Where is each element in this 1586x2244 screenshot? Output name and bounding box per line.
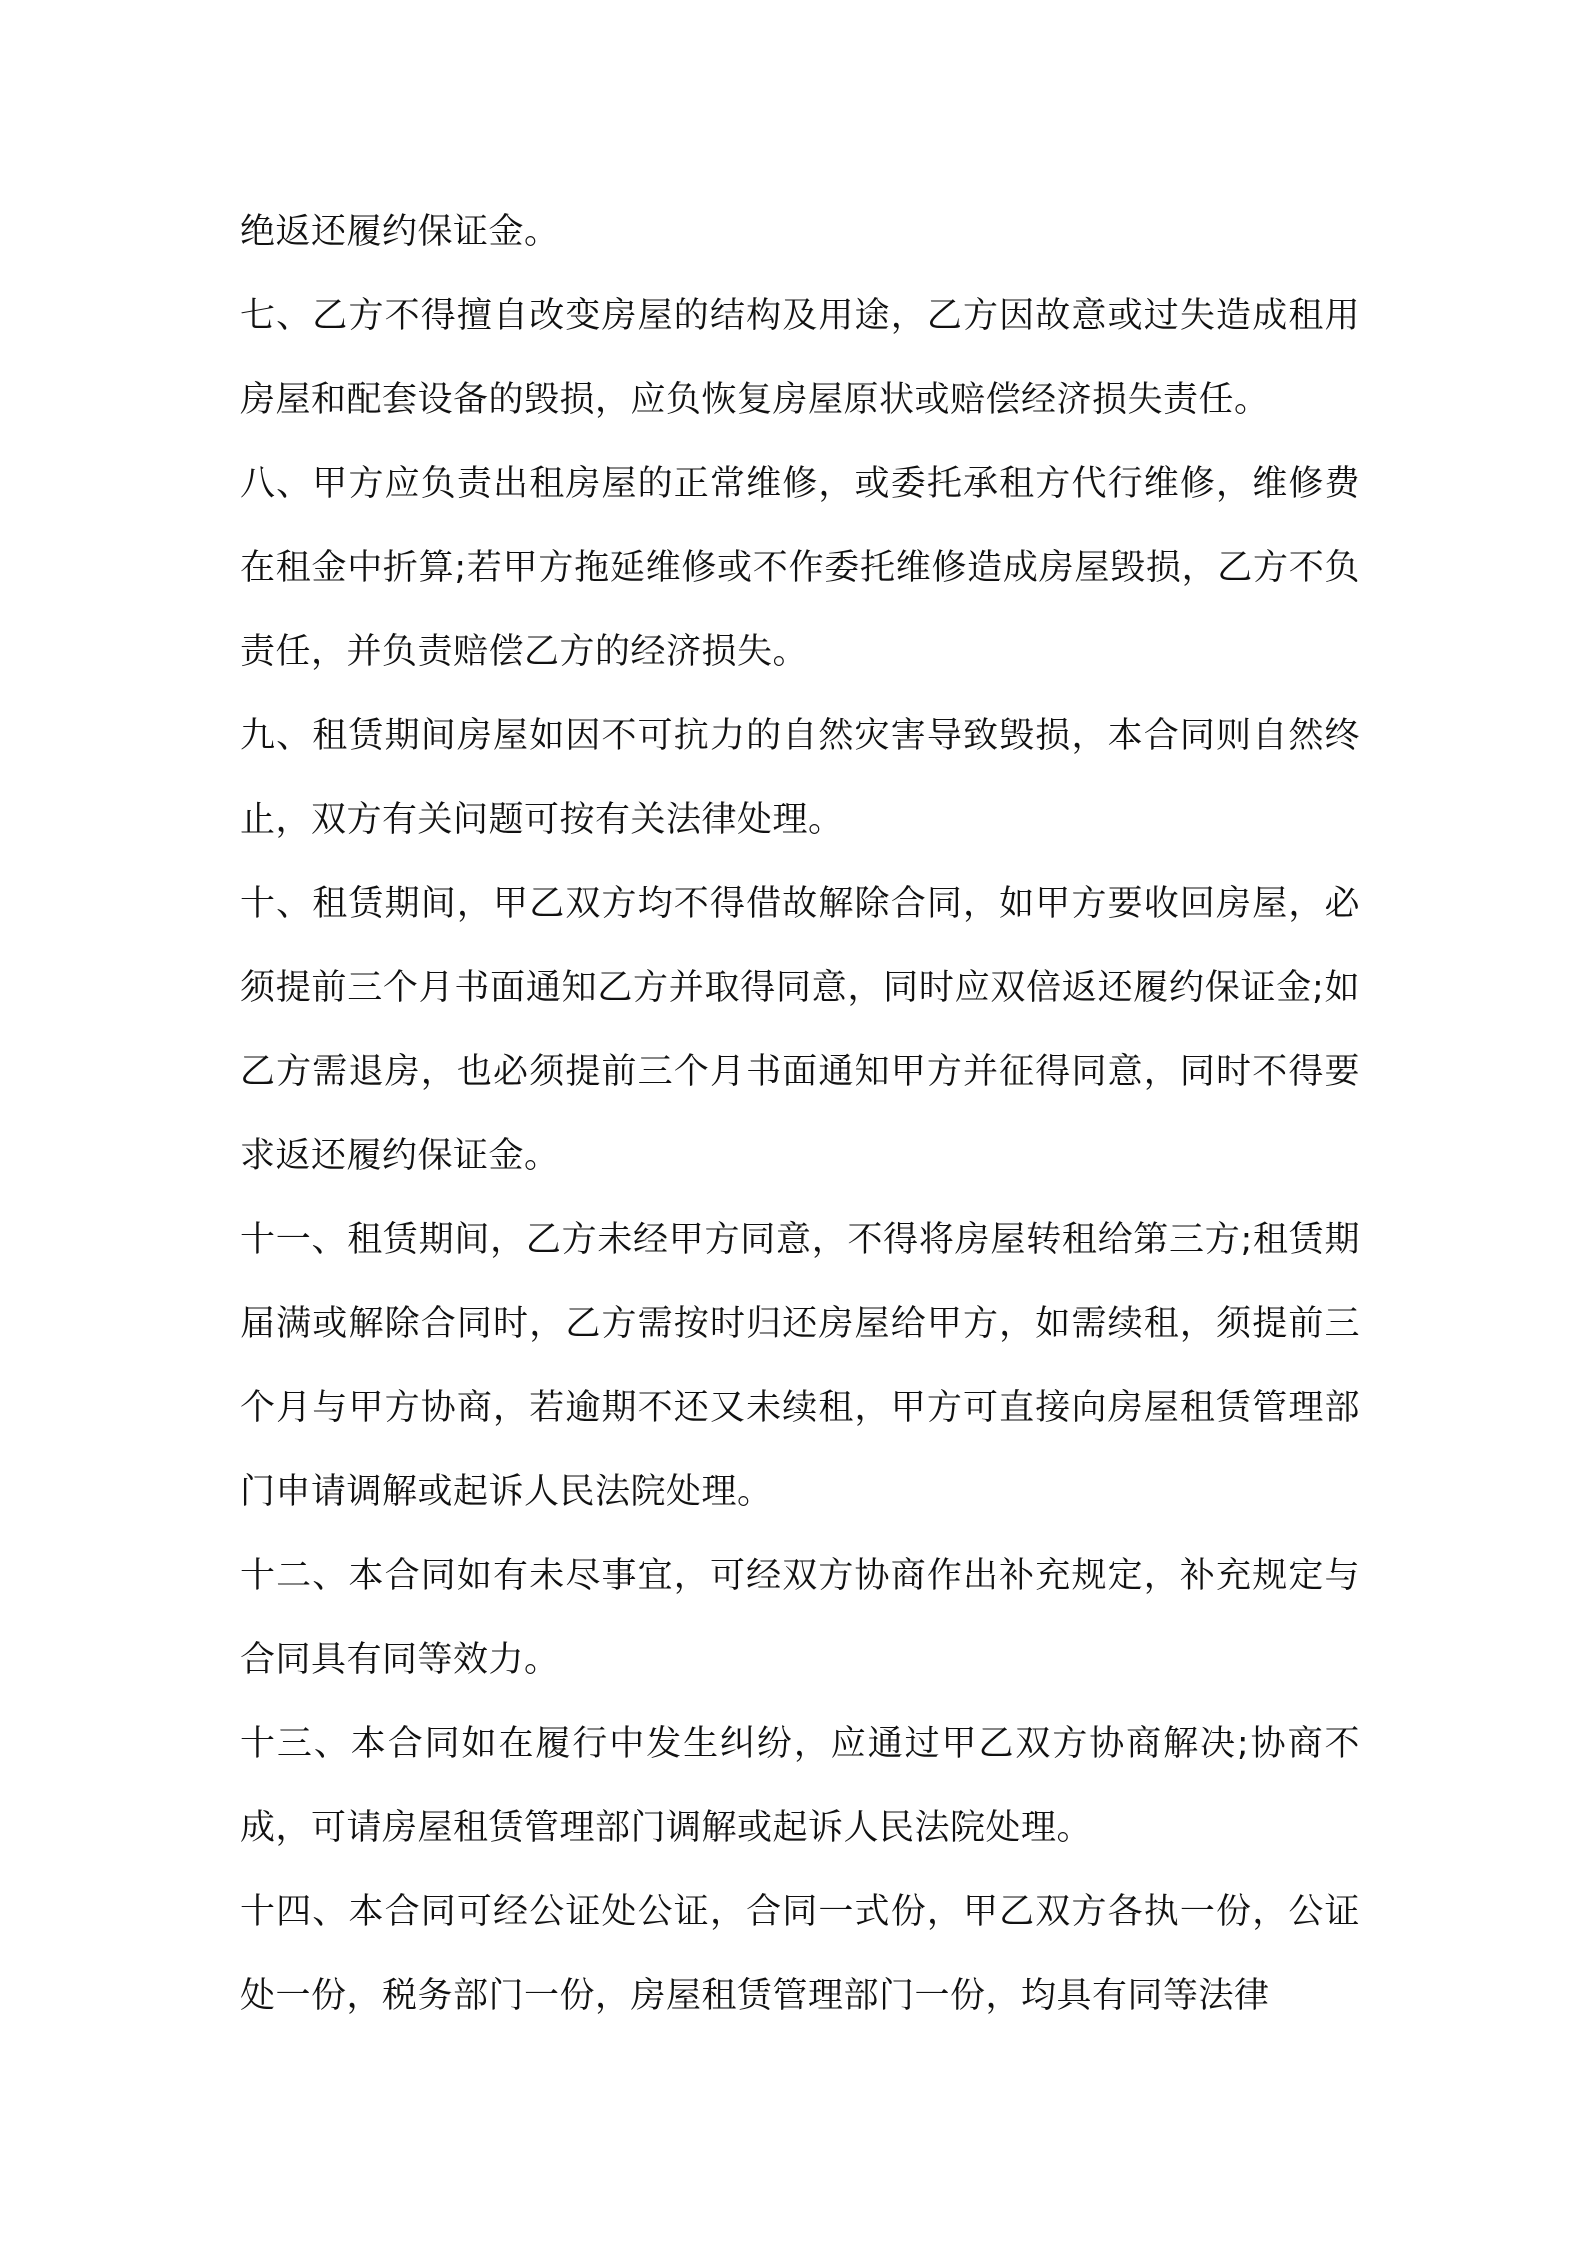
clause-14: 十四、本合同可经公证处公证，合同一式份，甲乙双方各执一份，公证处一份，税务部门一份，房屋租赁管理部门一份，均具有同等法律 [240,1892,1360,2016]
clause-9: 九、租赁期间房屋如因不可抗力的自然灾害导致毁损，本合同则自然终止，双方有关问题可按有关法律处理。 [240,716,1360,840]
clause-12: 十二、本合同如有未尽事宜，可经双方协商作出补充规定，补充规定与合同具有同等效力。 [240,1556,1360,1680]
contract-body [240,190,1360,2038]
clause-10: 十、租赁期间，甲乙双方均不得借故解除合同，如甲方要收回房屋，必须提前三个月书面通知乙方并取得同意，同时应双倍返还履约保证金;如乙方需退房，也必须提前三个月书面通知甲方并征得同意，同时不得要求返还履约保证金。 [240,884,1360,1176]
clause-13: 十三、本合同如在履行中发生纠纷，应通过甲乙双方协商解决;协商不成，可请房屋租赁管理部门调解或起诉人民法院处理。 [240,1724,1360,1848]
clause-7: 七、乙方不得擅自改变房屋的结构及用途，乙方因故意或过失造成租用房屋和配套设备的毁损，应负恢复房屋原状或赔偿经济损失责任。 [240,296,1360,420]
clause-8: 八、甲方应负责出租房屋的正常维修，或委托承租方代行维修，维修费在租金中折算;若甲方拖延维修或不作委托维修造成房屋毁损，乙方不负责任，并负责赔偿乙方的经济损失。 [240,464,1360,672]
clause-11: 十一、租赁期间，乙方未经甲方同意，不得将房屋转租给第三方;租赁期届满或解除合同时，乙方需按时归还房屋给甲方，如需续租，须提前三个月与甲方协商，若逾期不还又未续租，甲方可直接向房屋租赁管理部门申请调解或起诉人民法院处理。 [240,1220,1360,1512]
paragraph-continuation: 绝返还履约保证金。 [240,212,560,252]
